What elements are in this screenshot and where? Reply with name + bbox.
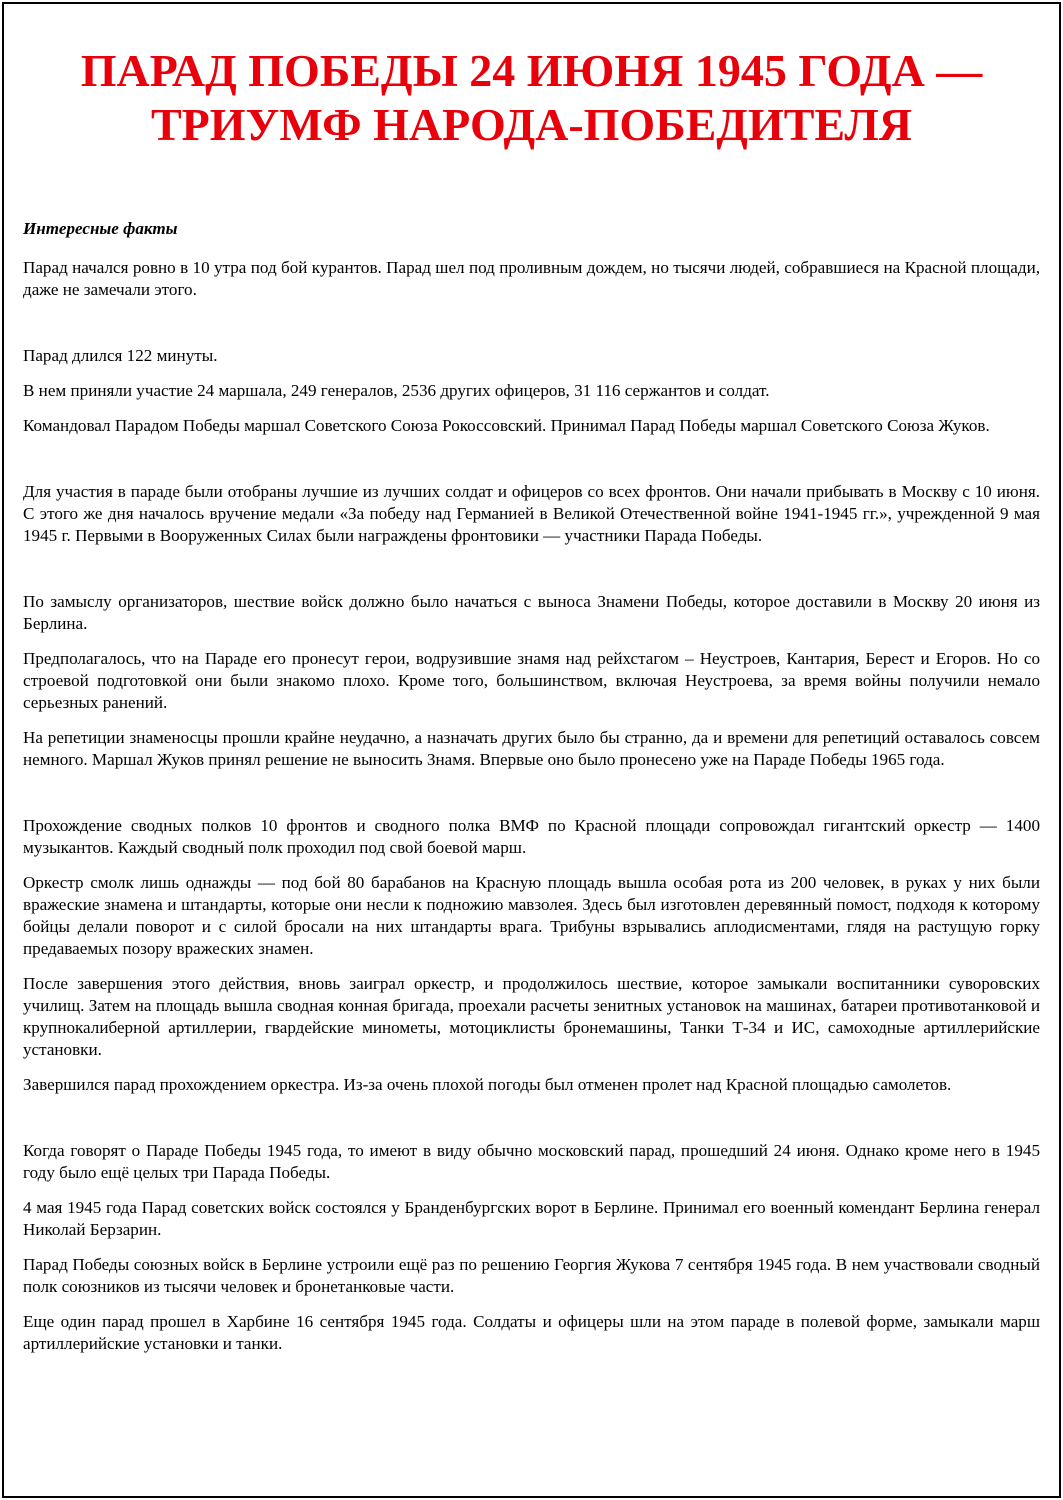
paragraph-15: Парад Победы союзных войск в Берлине устроили ещё раз по решению Георгия Жукова 7 сентября 1945 года. В нем участвовали сводный полк союзников из тысячи человек и бронетанковые части. [23, 1255, 1040, 1296]
paragraph-5: Для участия в параде были отобраны лучшие из лучших солдат и офицеров со всех фронтов. Они начали прибывать в Москву с 10 июня. С этого же дня началось вручение медали «За победу над Германией в Великой Отечественной войне 1941-1945 гг.», учрежденной 9 мая 1945 г. Первыми в Вооруженных Силах были награждены фронтовики — участники Парада Победы. [23, 482, 1040, 545]
paragraph-4: Командовал Парадом Победы маршал Советского Союза Рокоссовский. Принимал Парад Победы маршал Советского Союза Жуков. [23, 416, 990, 435]
section-subtitle: Интересные факты [23, 219, 178, 238]
document-page [2, 2, 1061, 1498]
title-line-1: ПАРАД ПОБЕДЫ 24 ИЮНЯ 1945 ГОДА — [80, 45, 983, 96]
document-title [4, 44, 1059, 152]
paragraph-9: Прохождение сводных полков 10 фронтов и сводного полка ВМФ по Красной площади сопровождал гигантский оркестр — 1400 музыкантов. Каждый сводный полк проходил под свой боевой марш. [23, 816, 1040, 857]
paragraph-3: В нем приняли участие 24 маршала, 249 генералов, 2536 других офицеров, 31 116 сержантов и солдат. [23, 381, 770, 400]
paragraph-11: После завершения этого действия, вновь заиграл оркестр, и продолжилось шествие, которое замыкали воспитанники суворовских училищ. Затем на площадь вышла сводная конная бригада, проехали расчеты зенитных установок на машинах, батареи противотанковой и крупнокалиберной артиллерии, гвардейские минометы, мотоциклисты бронемашины, Танки Т-34 и ИС, самоходные артиллерийские установки. [23, 974, 1040, 1059]
paragraph-12: Завершился парад прохождением оркестра. Из-за очень плохой погоды был отменен пролет над Красной площадью самолетов. [23, 1075, 952, 1094]
paragraph-13: Когда говорят о Параде Победы 1945 года, то имеют в виду обычно московский парад, прошедший 24 июня. Однако кроме него в 1945 году было ещё целых три Парада Победы. [23, 1141, 1040, 1182]
paragraph-1: Парад начался ровно в 10 утра под бой курантов. Парад шел под проливным дождем, но тысячи людей, собравшиеся на Красной площади, даже не замечали этого. [23, 258, 1040, 299]
paragraph-10: Оркестр смолк лишь однажды — под бой 80 барабанов на Красную площадь вышла особая рота из 200 человек, в руках у них были вражеские знамена и штандарты, которые они несли к подножию мавзолея. Здесь был изготовлен деревянный помост, подходя к которому бойцы делали поворот и с силой бросали на них штандарты врага. Трибуны взрывались аплодисментами, глядя на растущую горку предаваемых позору вражеских знамен. [23, 873, 1040, 958]
paragraph-2: Парад длился 122 минуты. [23, 346, 218, 365]
paragraph-7: Предполагалось, что на Параде его пронесут герои, водрузившие знамя над рейхстагом – Неустроев, Кантария, Берест и Егоров. Но со строевой подготовкой они были знакомо плохо. Кроме того, большинством, включая Неустроева, за время войны получили немало серьезных ранений. [23, 649, 1040, 712]
document-body [23, 218, 1040, 1368]
paragraph-14: 4 мая 1945 года Парад советских войск состоялся у Бранденбургских ворот в Берлине. Принимал его военный комендант Берлина генерал Николай Берзарин. [23, 1198, 1040, 1239]
paragraph-6: По замыслу организаторов, шествие войск должно было начаться с выноса Знамени Победы, которое доставили в Москву 20 июня из Берлина. [23, 592, 1040, 633]
paragraph-8: На репетиции знаменосцы прошли крайне неудачно, а назначать других было бы странно, да и времени для репетиций оставалось совсем немного. Маршал Жуков принял решение не выносить Знамя. Впервые оно было пронесено уже на Параде Победы 1965 года. [23, 728, 1040, 769]
title-line-2: ТРИУМФ НАРОДА-ПОБЕДИТЕЛЯ [151, 99, 912, 150]
paragraph-16: Еще один парад прошел в Харбине 16 сентября 1945 года. Солдаты и офицеры шли на этом параде в полевой форме, замыкали марш артиллерийские установки и танки. [23, 1312, 1040, 1353]
